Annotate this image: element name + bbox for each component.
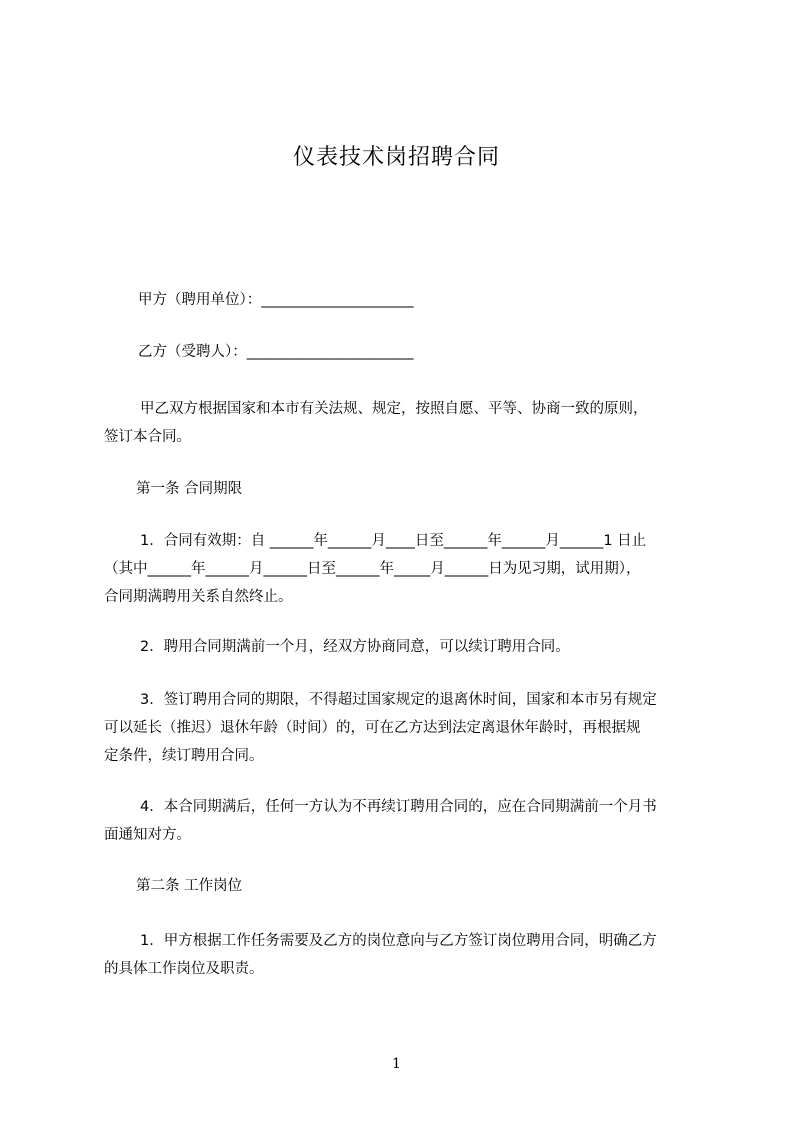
clause-line: 合同期满聘用关系自然终止。 xyxy=(104,589,293,605)
clause-line: 定条件，续订聘用合同。 xyxy=(104,748,264,764)
article-2-heading: 第二条 工作岗位 xyxy=(136,878,243,894)
clause-line: 3．签订聘用合同的期限，不得超过国家规定的退离休时间，国家和本市另有规定 xyxy=(140,692,657,708)
article-1-heading-paragraph xyxy=(104,475,714,503)
clause-line: 2．聘用合同期满前一个月，经双方协商同意，可以续订聘用合同。 xyxy=(140,639,570,655)
page-number: 1 xyxy=(392,1056,401,1072)
party-b-line: 乙方（受聘人）：_______________________ xyxy=(138,344,414,360)
party-b-paragraph xyxy=(104,338,714,366)
article-1-clause-2 xyxy=(104,633,714,661)
article-2-clause-1 xyxy=(104,927,714,983)
clause-line: （其中______年______月______日至______年_____月______日为见习期，试用期）， xyxy=(104,561,641,577)
article-1-clause-1 xyxy=(104,527,714,611)
document-title: 仪表技术岗招聘合同 xyxy=(292,145,500,170)
intro-paragraph xyxy=(104,395,714,451)
intro-line: 甲乙双方根据国家和本市有关法规、规定，按照自愿、平等、协商一致的原则， xyxy=(140,401,648,417)
clause-line: 1．合同有效期：自 ______年______月____日至______年______月______1 日止 xyxy=(140,533,647,549)
party-a-paragraph xyxy=(104,286,714,314)
article-1-clause-4 xyxy=(104,793,714,849)
clause-line: 面通知对方。 xyxy=(104,827,191,843)
article-1-heading: 第一条 合同期限 xyxy=(136,481,243,497)
intro-line: 签订本合同。 xyxy=(104,429,191,445)
party-a-line: 甲方（聘用单位）：_____________________ xyxy=(138,292,414,308)
clause-line: 4．本合同期满后，任何一方认为不再续订聘用合同的，应在合同期满前一个月书 xyxy=(140,799,657,815)
article-1-clause-3 xyxy=(104,686,714,770)
clause-line: 可以延长（推迟）退休年龄（时间）的，可在乙方达到法定离退休年龄时，再根据规 xyxy=(104,720,641,736)
article-2-heading-paragraph xyxy=(104,872,714,900)
clause-line: 1．甲方根据工作任务需要及乙方的岗位意向与乙方签订岗位聘用合同，明确乙方 xyxy=(140,933,657,949)
clause-line: 的具体工作岗位及职责。 xyxy=(104,961,264,977)
